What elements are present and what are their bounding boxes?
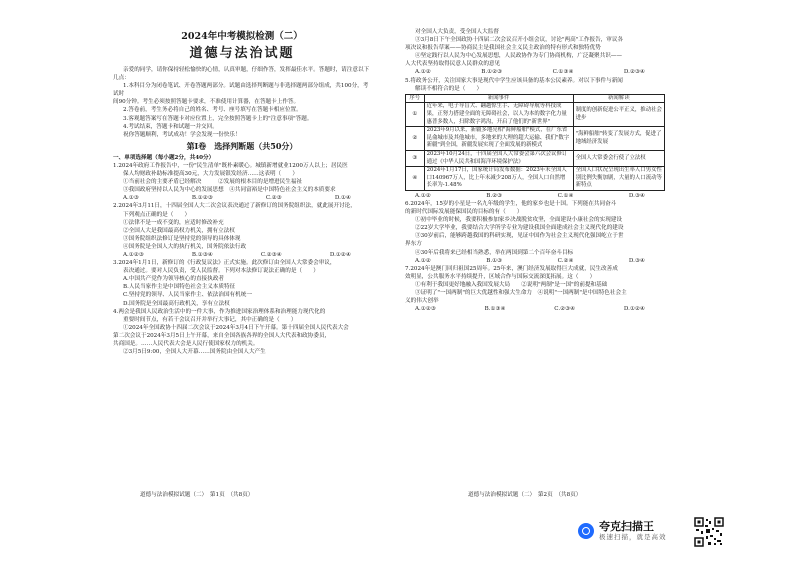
column-header: 新闻事件 [424,94,573,103]
question-line: ③3月8日下午全国政协十四届二次会议召开小组会议，讨论"两高"工作报告，审议各 [415,37,624,44]
question-line: ①当前社会的主要矛盾已经解决 ②发展的根本目的是增进民生福祉 [123,179,303,186]
option: C.②③④ [260,251,282,258]
left-page [113,0,371,356]
intro-line: 4.考试结束，答题卡和试题一并交回。 [123,123,218,130]
question-line: 保人均财政补助标准提高30元，大力发展银发经济……这表明（ ） [123,171,298,178]
question-line: ②3月5日9:00，全国人大开幕……国务院由全国人大产生 [123,349,266,356]
answer-options [405,192,665,200]
intro-line: 1.本科目分为闭卷笔试、开卷答题两部分。试题由选择判断题与非选择题两部分组成，共100分，考试时 [113,83,369,98]
option: B.①③④ [484,306,506,313]
question-line: 义的伟大创举 [405,298,439,305]
subject-title: 道德与法治试题 [189,46,295,61]
question-line: 重要时间节点，有若干会议召开并举行大事记，其中正确的是（ ） [123,316,297,323]
table-row [406,167,665,191]
option: A.①② [415,257,431,264]
question-line: ③我国政府坚持以人民为中心的发展思想 ④共同富裕是中国特色社会主义的本质要求 [123,187,336,194]
table-row [406,103,665,127]
intro-line: 2.答卷前，考生务必将自己的姓名、考号、座号填写在答题卡相应位置。 [123,107,302,114]
news-table [405,94,665,191]
question-line: 2.2024年3月11日，十四届全国人大二次会议表决通过了新修订的国务院组织法，就此展开讨论， [113,203,356,210]
row-number: ③ [406,150,425,166]
question-6 [405,200,665,265]
question-line: ①有利于我国更好地融入我国发展大局 ②说明"两制"是一国"的前提和基础 [415,281,608,288]
column-header: 序号 [406,94,425,103]
option: D.①④ [334,195,351,202]
option: D.①②④ [623,306,645,313]
answer-options [113,194,371,202]
right-page [405,28,665,313]
option: C.②③ [265,195,282,202]
option: D.③④ [628,192,645,199]
question-line: 6.2024年，15岁的小星是一名九年级的学生，他的家乡也是十国。下列能在共同奋斗 [405,200,617,207]
question-line: ①2024年全国政协十四届二次会议于2024年3月4日下午开幕。第十四届全国人民代表大会 [123,324,349,331]
question-line: 界东方 [405,241,422,248]
option: A.①②③ [415,306,436,313]
option: C.②③④ [554,306,576,313]
option: C.②④ [557,257,574,264]
news-interpretation: 全国人口状况呈现出生率人口男女性别比例失衡加剧，大量的人口流动等新特点 [573,167,664,191]
question-line: 表决通过。要对人民负责，受人民监督。下列对本法修订说法正确的是（ ） [123,268,319,275]
table-row [406,127,665,151]
question-line: 解读不相符合的是（ ） [415,85,483,92]
question-1 [113,162,371,202]
option: C.①④ [557,192,574,199]
row-number: ② [406,127,425,151]
news-event: 2024年1月17日，国家统计局发布数据：2023年末全国人口140967万人，比上年末减少208万人，全国人口自然增长率为-1.48% [424,167,573,191]
question-5 [405,77,665,200]
option: B.②③ [486,192,503,199]
intro-line: 间90分钟。考生必须按照答题卡要求，不准使用计算器，在答题卡上作答。 [113,99,300,106]
question-line: 下列观点正确的是（ ） [123,211,191,218]
scanner-logo-icon [578,523,594,539]
question-line: ①法律不是一成不变的，应适时修改补充 [123,219,224,226]
option: D.②③④ [623,69,645,76]
option: B.①②③ [191,195,213,202]
brand-slogan: 极速扫描，就是高效 [599,533,667,541]
intro-line: 亲爱的同学，请你保持轻松愉快的心情，认真审题，仔细作答，发挥最佳水平。答题时，请注意以下 [123,67,370,73]
question-line: 3.2024年1月1日，新修订的《行政复议法》正式实施。此次修订由全国人大常委会审议， [113,260,336,267]
answer-options [405,257,665,265]
question-7 [405,265,665,314]
row-number: ① [406,103,425,127]
question-line: 第二次会议于2024年3月5日上午开幕，来自全国各族各界的全国人大代表和政协委员， [113,332,331,339]
exam-title: 2024年中考模拟检测（二） [181,31,303,42]
intro-line: 几点： [113,75,130,82]
answer-options [113,251,371,259]
qr-code-icon [694,517,724,547]
option: B.①③④ [191,251,213,258]
question-line: ③30岁前后，能够跨越我国的科研实现，见证中国作为社会主义现代化强国屹立于世 [415,233,624,240]
column-header: 新闻解读 [573,94,664,103]
table-row [406,150,665,166]
option: A.①② [415,192,431,199]
scanner-watermark [578,520,667,541]
question-line: ④30年后我将来已经相当熟悉，举在两国到第二个百年奋斗目标 [415,249,574,256]
question-line: ③证明了"一国两制"的巨大优越性和强大生命力 ④说明"一国两制"是中国特色社会主 [415,290,627,296]
question-line: ③国务院组织法修订是坚持党的领导的具体体现 [123,235,241,242]
option: B.①③ [486,257,503,264]
part-title: 一、单项选择题（每小题2分，共40分） [113,154,215,161]
option: D.①②④ [329,251,351,258]
intro-line: 3.客观题答案写在答题卡对应位置上，完全按照答题卡上的"注意事项"答题。 [123,115,313,122]
question-line: ④国务院是全国人大的执行机关，国务院依法行政 [123,243,247,250]
question-line: 效明显，公共服务水平持续提升，区域合作与国际交流深度拓展。这（ ） [405,273,596,280]
table-header-row [406,94,665,103]
question-4-continued [405,28,665,77]
question-2 [113,202,371,259]
option: A.①② [415,69,431,76]
question-line: ②全国人大是我国最高权力机关，拥有立法权 [123,227,235,234]
question-line: ②22岁大学毕业，我要结合大学所学专业为建设我国全面建成社会主义现代化的建设 [415,225,624,232]
section-title: 第Ⅰ卷 选择判断题（共50分） [186,140,298,151]
answer-options [405,68,665,76]
option: C.①③④ [552,69,574,76]
question-line: 对全国人大负责，受全国人大监督 [415,29,499,35]
question-line: 的新时代国际发展能保国民的目标的有（ ） [405,209,523,216]
option: A.①②③ [123,251,144,258]
news-event: 近年来，电子导盲犬、翻越惊生手、无障碍导航等科技成果，正努力搭建全面的无障碍社会，以人为本的数字化力量惠普多数人，扫除数字鸿沟，开启了他们的"新世界" [424,103,573,127]
answer-options [405,305,665,313]
page-footer-right: 道德与法治模拟试题（二） 第2页 （共8页） [468,492,582,498]
question-line: 1.2024年政府工作报告中，一份"民生清单"既朴素暖心。城镇新增就业1200万人以上；居民医 [113,162,348,169]
option: A.①③ [123,195,139,202]
news-interpretation: 制度的创新促进公平正义，推动社会进步 [573,103,664,127]
option: D.③④ [628,257,645,264]
question-line: 共商国是。……人民代表大会是人民行使国家权力的机关。 [113,341,259,347]
news-event: 2023年10月24日，十四届全国人大常委会第六次会议修订通过《中华人民共和国海洋环境保护法》 [424,150,573,166]
page-footer-left: 道德与法治模拟试题（二） 第1页 （共8页） [140,492,254,498]
question-line: 项决议和报告草案——协商民主是我国社会主义民主政治的特有形式和独特优势 [405,45,601,52]
question-line: 人大代表坚持取得民意人民群众的意见 [405,61,501,68]
question-line: 7.2024年是澳门回归祖国25周年。25年来，澳门经济发展取得巨大成就，民生改善成 [405,265,618,272]
question-line: D.国务院是全国最高行政机关，享有立法权 [123,300,230,307]
row-number: ④ [406,167,425,191]
question-line: B.人民当家作主是中国特色社会主义本质特征 [123,284,236,291]
intro-line: 祝你答题顺利，考试成功！学会发现一份快乐！ [123,131,241,138]
question-line: C.坚持党的领导、人民当家作主、依法治国有机统一 [123,292,252,299]
news-interpretation: "海鲜船舶"转变了发展方式，促进了地域经济发展 [573,127,664,151]
question-line: 4.两会是我国人民政治生活中的一件大事，作为推进国家治理体系和治理能力现代化的 [113,308,326,315]
question-3 [113,259,371,308]
brand-name: 夸克扫描王 [599,520,654,533]
news-event: 2023年9月以来，新疆多地亮相"海鲜船舶"模式，在广东省昆侖城市及其他城市，多地来的大理的超大运输、我们"数字新疆"到全国，新疆发展实现了全面发展的新模式 [424,127,573,151]
question-4 [113,308,371,357]
question-line: A.中国共产党作为领导核心的直接执政者 [123,276,224,283]
news-interpretation: 全国人大常委会行使了立法权 [573,150,664,166]
intro-block [113,66,371,139]
question-line: ①初中毕业的时候，我要积极参加家乡决战脱贫攻坚，全面建设小康社会的实现建设 [415,217,622,224]
option: B.①②③ [481,69,503,76]
question-line: ④坚定践行以人民为中心发展思想，人民政协作为专门协商机构，广泛凝聚共识—— [415,53,622,60]
question-line: 5.将政务公开，关注国家大事是现代中学生应该具备的基本公民素养。对以下事件与新闻 [405,77,623,84]
